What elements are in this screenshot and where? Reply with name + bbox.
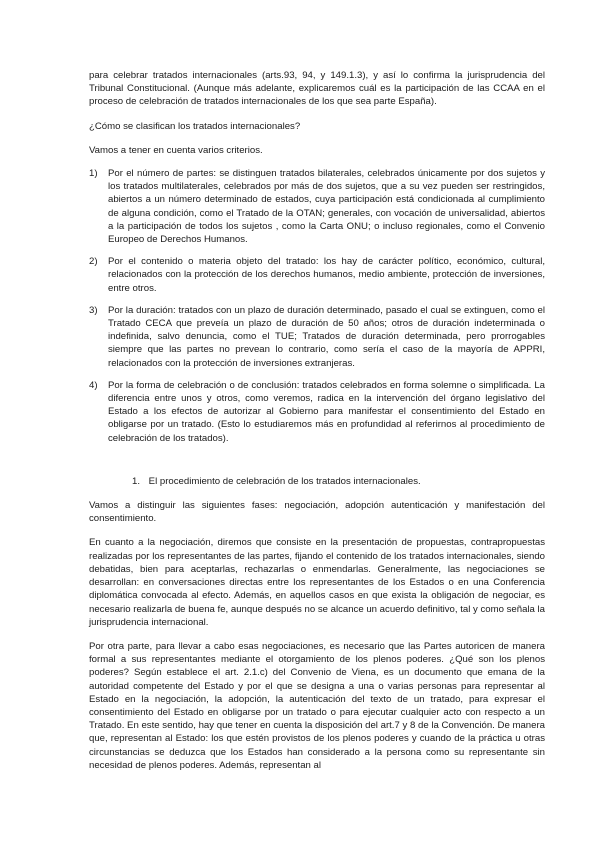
list-item-number: 1) [89,168,98,180]
section-title: El procedimiento de celebración de los tratados internacionales. [148,475,421,487]
list-item [89,167,545,246]
list-item-text: Por la forma de celebración o de conclusión: tratados celebrados en forma solemne o simplificada. La diferencia entre unos y otros, como veremos, radica en la intervención del órgano legislativo del Estado a los efectos de autorizar al Gobierno para manifestar el consentimiento del Estado en obligarse por un tratado. (Esto lo estudiaremos más en profundidad al referirnos al procedimiento de celebración de los tratados). [108,379,545,444]
list-item-number: 4) [89,379,98,391]
list-item-number: 2) [89,256,98,268]
section-number: 1. [132,475,141,487]
section-heading [89,475,545,488]
list-item [89,255,545,295]
phases-paragraph: Vamos a distinguir las siguientes fases: negociación, adopción autenticación y manifestación del consentimiento. [89,500,545,525]
classification-question: ¿Cómo se clasifican los tratados internacionales? [89,120,301,132]
list-item-text: Por el contenido o materia objeto del tratado: los hay de carácter político, económico, cultural, relacionados con la protección de los derechos humanos, medio ambiente, protección de inversiones, entre otros. [108,256,545,294]
full-powers-paragraph: Por otra parte, para llevar a cabo esas negociaciones, es necesario que las Partes autoricen de manera formal a sus representantes mediante el otorgamiento de los plenos poderes. ¿Qué son los plenos poderes? Según establece el art. 2.1.c) del Convenio de Viena, es un documento que emana de la autoridad competente del Estado y por el que se designa a una o varias personas para representar al Estado en la negociación, la adopción, la autenticación del texto de un tratado, para expresar el consentimiento del Estado en obligarse por un tratado o para ejecutar cualquier acto con respecto a un Tratado. En este sentido, hay que tener en cuenta la disposición del art.7 y 8 de la Convención. De manera que, representan al Estado: los que estén provistos de los plenos poderes y cuando de la práctica u otras circunstancias se deduzca que los Estados han considerado a la persona como su representante sin necesidad de plenos poderes. Además, representan al [89,640,545,771]
criteria-intro: Vamos a tener en cuenta varios criterios. [89,144,263,156]
criteria-list [89,167,545,445]
list-item [89,379,545,445]
list-item-number: 3) [89,304,98,316]
list-item [89,304,545,370]
intro-paragraph: para celebrar tratados internacionales (arts.93, 94, y 149.1.3), y así lo confirma la jurisprudencia del Tribunal Constitucional. (Aunque más adelante, explicaremos cuál es la participación de las CCAA en el proceso de celebración de tratados internacionales de los que sea parte España). [89,70,545,108]
negotiation-paragraph: En cuanto a la negociación, diremos que consiste en la presentación de propuestas, contrapropuestas realizadas por los representantes de las partes, fijando el contenido de los tratados internacionales, siendo debatidas, bien para aceptarlas, rechazarlas o enmendarlas. Generalmente, las negociaciones se desarrollan: en conversaciones directas entre los representantes de los Estados o en una Conferencia diplomática convocada al efecto. Además, en aquellos casos en que exista la obligación de negociar, es necesario realizarla de buena fe, aunque después no se alcance un acuerdo definitivo, tal y como señala la jurisprudencia internacional. [89,537,546,628]
list-item-text: Por el número de partes: se distinguen tratados bilaterales, celebrados únicamente por dos sujetos y los tratados multilaterales, celebrados por más de dos sujetos, que a su vez pueden ser restringidos, abiertos a un número determinado de estados, cuya participación está condicionada al cumplimiento de alguna condición, como el Tratado de la OTAN; generales, con vocación de universalidad, abiertos a la participación de todos los sujetos , como la Carta ONU; o incluso regionales, como el Convenio Europeo de Derechos Humanos. [108,168,545,246]
list-item-text: Por la duración: tratados con un plazo de duración determinado, pasado el cual se extinguen, como el Tratado CECA que preveía un plazo de duración de 50 años; otros de duración indeterminada o indefinida, salvo denuncia, como el TUE; Tratados de duración determinada, pero prorrogables siempre que las partes no prevean lo contrario, como sería el caso de la mayoría de APPRI, relacionados con la protección de inversiones extranjeras. [108,304,545,369]
